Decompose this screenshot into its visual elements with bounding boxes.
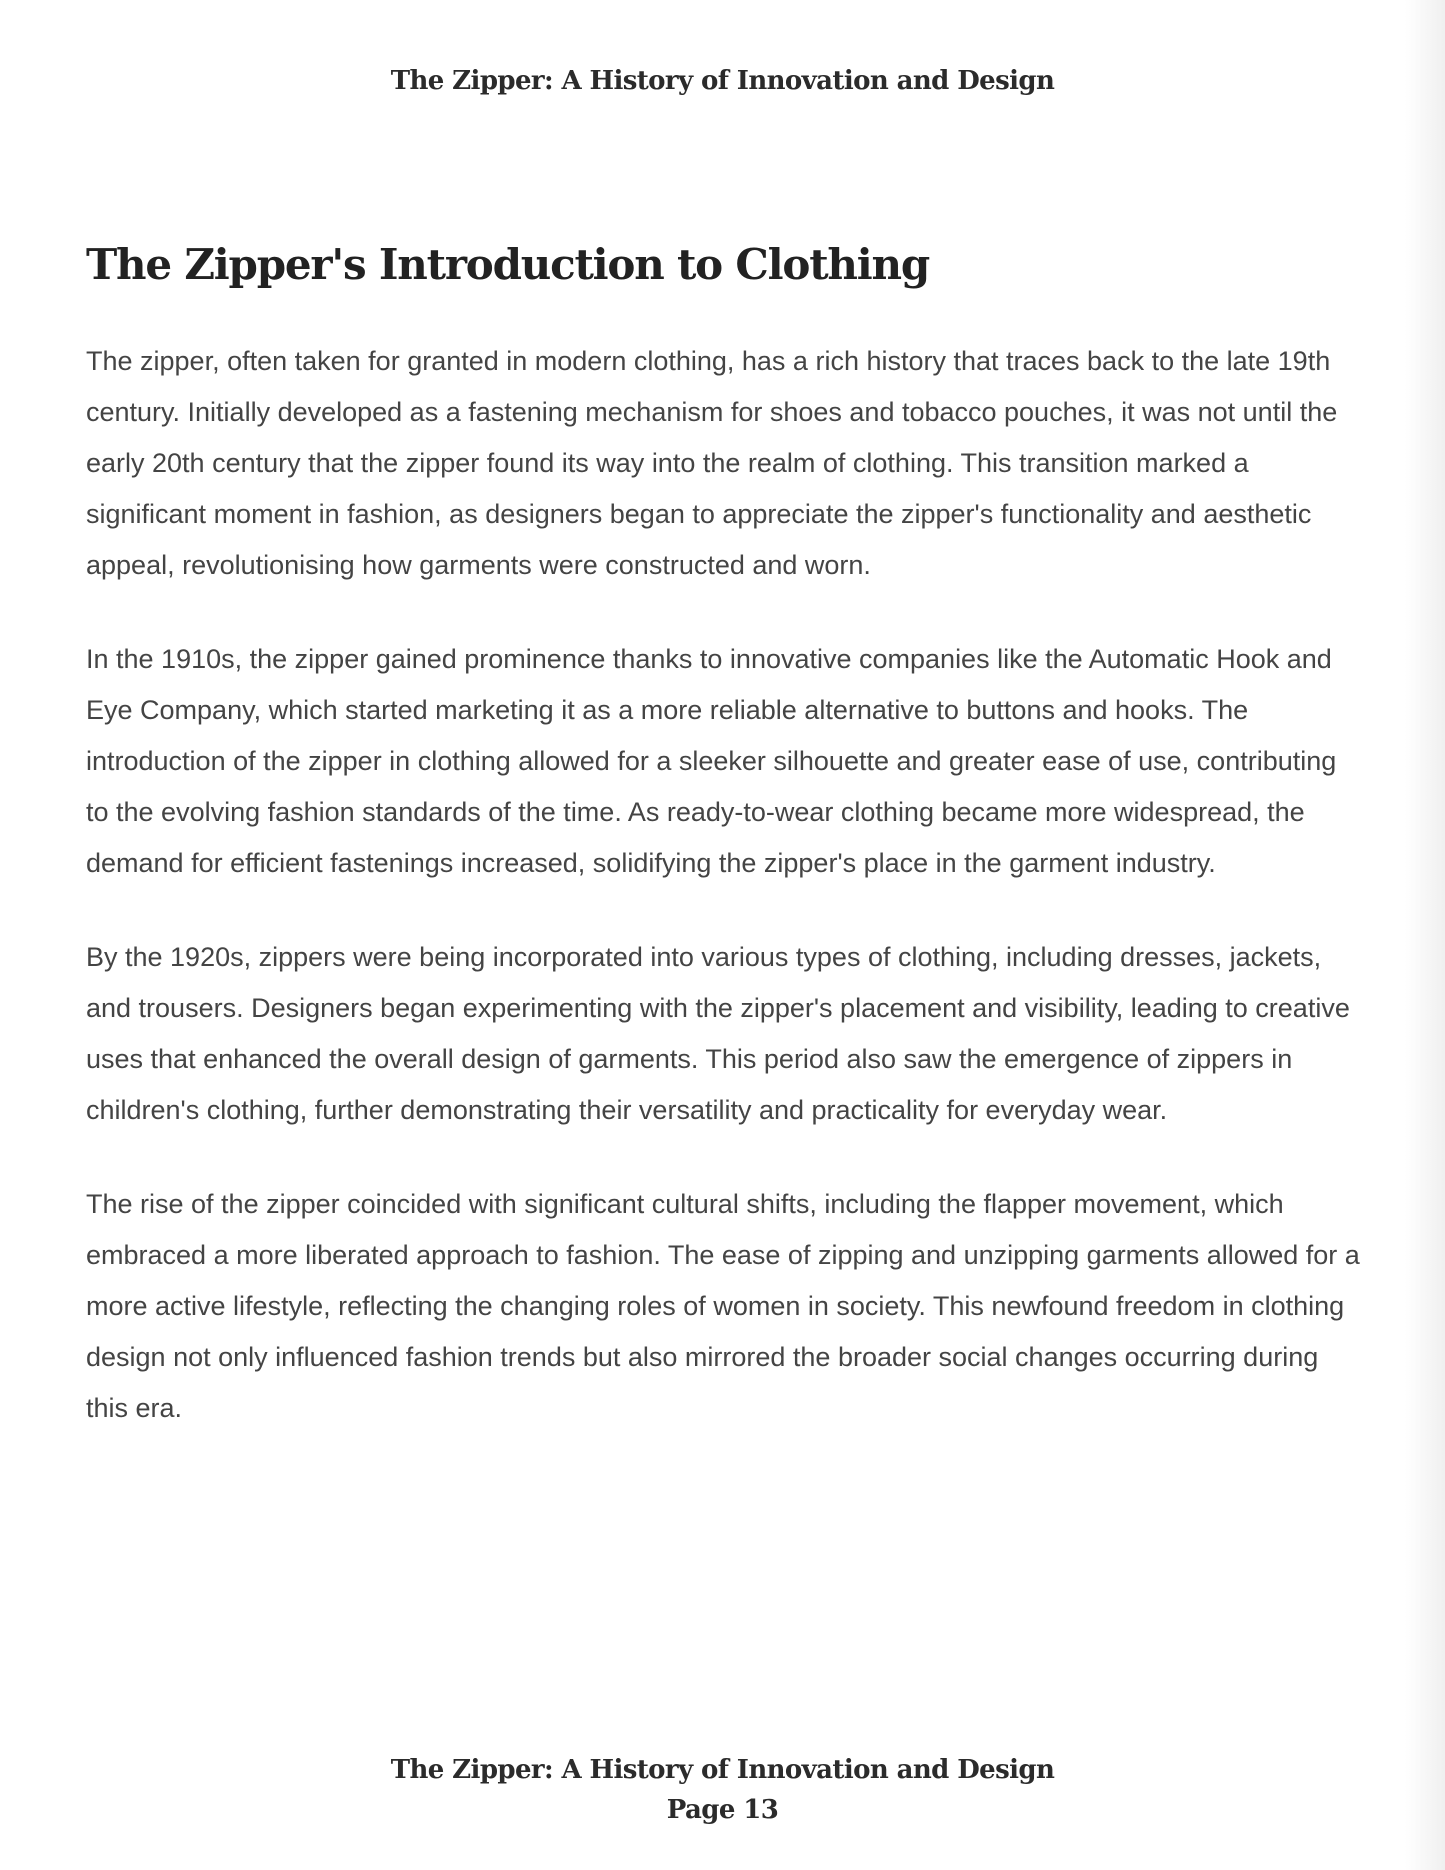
- running-footer: [0, 1750, 1445, 1830]
- footer-title: The Zipper: A History of Innovation and Design: [390, 1755, 1055, 1785]
- body-paragraph-2: In the 1910s, the zipper gained prominence thanks to innovative companies like the Automatic Hook and Eye Company, which started marketing it as a more reliable alternative to buttons and hooks. The introduction of the zipper in clothing allowed for a sleeker silhouette and greater ease of use, contributing to the evolving fashion standards of the time. As ready-to-wear clothing became more widespread, the demand for efficient fastenings increased, solidifying the zipper's place in the garment industry.: [86, 644, 1337, 878]
- page-edge-shadow: [1405, 0, 1445, 1870]
- page-content: [86, 236, 1366, 1477]
- body-paragraph-3: By the 1920s, zippers were being incorporated into various types of clothing, including dresses, jackets, and trousers. Designers began experimenting with the zipper's placement and visibility, leading to creative uses that enhanced the overall design of garments. This period also saw the emergence of zippers in children's clothing, further demonstrating their versatility and practicality for everyday wear.: [86, 942, 1350, 1125]
- chapter-title: The Zipper's Introduction to Clothing: [86, 240, 930, 289]
- body-paragraph-1: The zipper, often taken for granted in modern clothing, has a rich history that traces back to the late 19th century. Initially developed as a fastening mechanism for shoes and tobacco pouches, it was not until the early 20th century that the zipper found its way into the realm of clothing. This transition marked a significant moment in fashion, as designers began to appreciate the zipper's functionality and aesthetic appeal, revolutionising how garments were constructed and worn.: [86, 346, 1338, 580]
- running-header: The Zipper: A History of Innovation and Design: [390, 66, 1055, 96]
- page-number: Page 13: [666, 1795, 779, 1825]
- body-paragraph-4: The rise of the zipper coincided with significant cultural shifts, including the flapper movement, which embraced a more liberated approach to fashion. The ease of zipping and unzipping garments allowed for a more active lifestyle, reflecting the changing roles of women in society. This newfound freedom in clothing design not only influenced fashion trends but also mirrored the broader social changes occurring during this era.: [86, 1189, 1360, 1423]
